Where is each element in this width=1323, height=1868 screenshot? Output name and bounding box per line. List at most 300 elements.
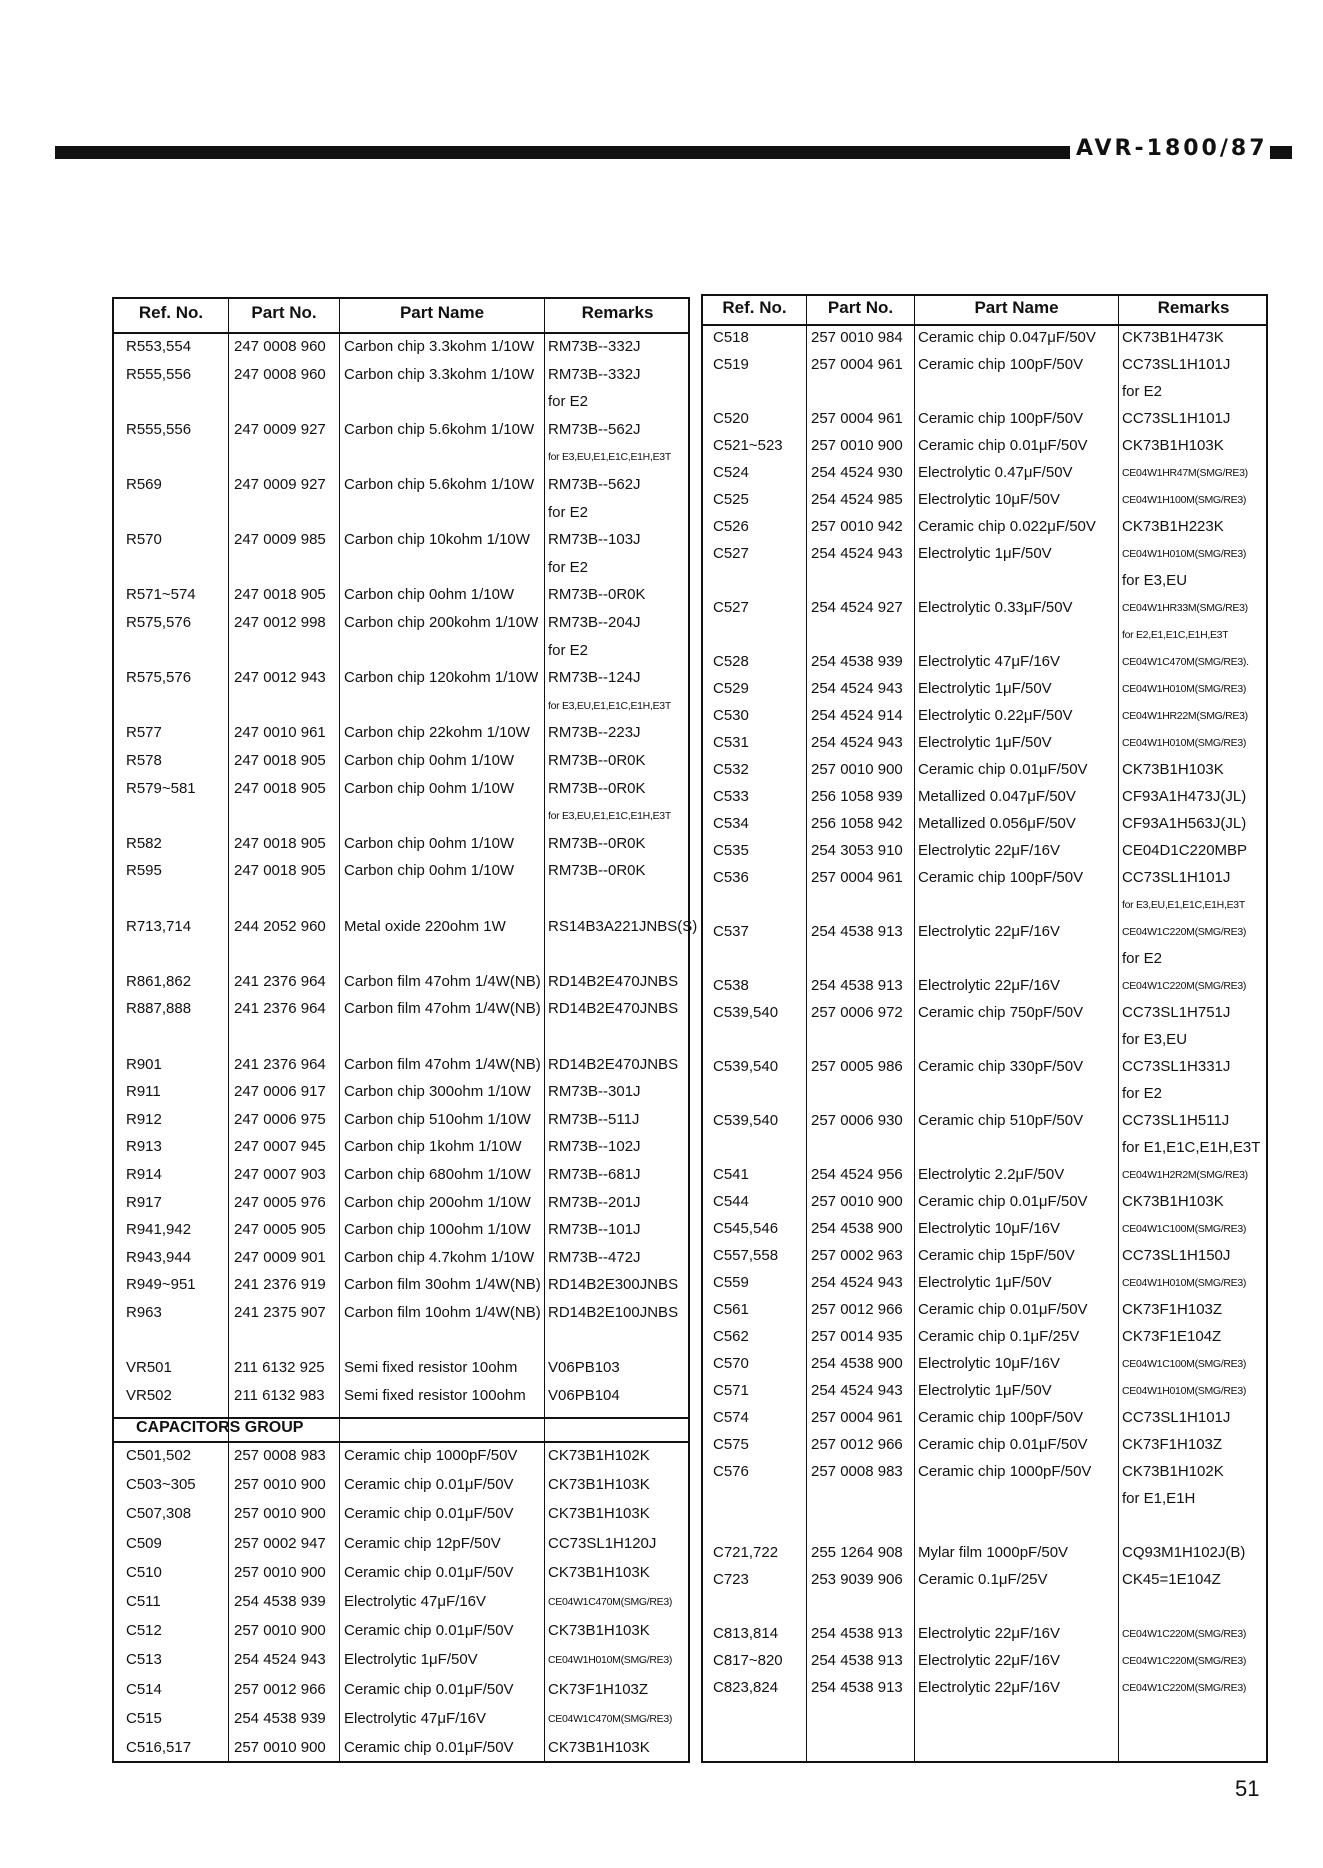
ref-cell: C532 [713,761,749,778]
table-row [703,920,1266,946]
remarks-cell: for E3,EU,E1,E1C,E1H,E3T [548,810,671,823]
part-name-cell: Carbon chip 0ohm 1/10W [344,834,515,852]
part-name-cell: Carbon chip 1kohm 1/10W [344,1138,522,1156]
part-name-cell: Carbon chip 0ohm 1/10W [344,779,515,797]
remarks-cell: for E2 [548,558,589,576]
table-row [114,1108,688,1134]
part-name-cell: Carbon film 10ohm 1/4W(NB) [344,1304,541,1321]
table-row [703,353,1266,379]
remarks-cell: CK73F1H103Z [1122,1301,1223,1318]
table-row [114,1191,688,1217]
table-row [703,1190,1266,1216]
ref-cell: R914 [126,1166,162,1183]
remarks-cell: RM73B--0R0K [548,586,646,604]
table-row [114,997,688,1023]
ref-cell: R917 [126,1193,162,1211]
part-name-cell: Carbon film 47ohm 1/4W(NB) [344,1000,541,1018]
table-row [703,1109,1266,1135]
part-no-cell: 247 0008 960 [234,365,326,383]
table-row [703,974,1266,1000]
ref-cell: C559 [713,1274,749,1291]
part-name-cell: Carbon chip 0ohm 1/10W [344,862,515,880]
table-row [114,859,688,885]
part-no-cell: 257 0010 900 [811,761,903,778]
ref-cell: R577 [126,724,162,742]
table-row [703,1055,1266,1081]
remarks-cell: CK73B1H103K [548,1476,650,1494]
part-no-cell: 254 4538 913 [811,923,903,940]
part-name-cell: Ceramic chip 510pF/50V [918,1112,1084,1129]
part-name-cell: Carbon chip 200kohm 1/10W [344,614,539,631]
table-row [703,1082,1266,1108]
ref-cell: R595 [126,862,162,880]
part-name-cell: Ceramic chip 750pF/50V [918,1004,1084,1021]
remarks-cell: CE04W1C100M(SMG/RE3) [1122,1358,1247,1370]
part-no-cell: 254 4524 943 [811,680,903,697]
table-row [703,1325,1266,1351]
remarks-cell: CK73B1H102K [1122,1463,1224,1480]
part-name-cell: Semi fixed resistor 10ohm [344,1359,518,1377]
part-no-cell: 254 4524 943 [811,1382,903,1399]
ref-cell: C521~523 [713,437,783,454]
part-no-cell: 255 1264 908 [811,1544,903,1561]
table-row [114,1329,688,1355]
table-row [703,380,1266,406]
remarks-cell: RM73B--201J [548,1193,641,1211]
remarks-cell: for E2 [548,503,589,521]
remarks-cell: RS14B3A221JNBS(S) [548,917,698,935]
remarks-cell: CE04W1HR47M(SMG/RE3) [1122,467,1248,479]
remarks-cell: CF93A1H563J(JL) [1122,815,1247,832]
part-no-cell: 254 4538 913 [811,977,903,994]
ref-cell: R570 [126,531,162,549]
ref-cell: R943,944 [126,1248,192,1266]
table-row [114,1301,688,1327]
ref-cell: R861,862 [126,972,192,990]
ref-cell: C571 [713,1382,749,1399]
part-no-cell: 257 0014 935 [811,1328,903,1345]
ref-cell: C514 [126,1680,162,1698]
part-no-cell: 257 0010 900 [234,1739,326,1756]
remarks-cell: CC73SL1H751J [1122,1004,1231,1021]
part-no-cell: 254 4538 913 [811,1679,903,1696]
part-no-cell: 254 4538 939 [234,1593,326,1610]
part-name-cell: Ceramic chip 0.047μF/50V [918,329,1096,346]
remarks-cell: CK73B1H102K [548,1447,650,1464]
remarks-cell: CE04W1C470M(SMG/RE3) [548,1596,673,1608]
remarks-cell: CK73F1E104Z [1122,1328,1222,1345]
table-row [703,1352,1266,1378]
table-row [703,1514,1266,1540]
ref-cell: C544 [713,1193,749,1210]
part-no-cell: 254 4524 943 [811,545,903,562]
table-row [114,1707,688,1733]
ref-cell: C570 [713,1355,749,1372]
table-row [114,583,688,609]
part-name-cell: Electrolytic 22μF/16V [918,1625,1061,1642]
ref-cell: R575,576 [126,669,192,687]
remarks-cell: CK73B1H103K [548,1622,650,1640]
remarks-cell: RM73B--103J [548,531,641,549]
table-row [703,731,1266,757]
remarks-cell: CK73B1H473K [1122,329,1224,346]
table-row [703,1298,1266,1324]
table-row [703,488,1266,514]
remarks-cell: for E3,EU,E1,E1C,E1H,E3T [1122,899,1245,911]
part-name-cell: Carbon chip 5.6kohm 1/10W [344,420,535,438]
remarks-cell: RM73B--562J [548,420,641,438]
ref-cell: C545,546 [713,1220,779,1237]
part-no-cell: 247 0018 905 [234,752,326,769]
part-no-cell: 211 6132 925 [234,1359,325,1377]
ref-cell: C539,540 [713,1004,779,1021]
remarks-cell: CK45=1E104Z [1122,1571,1221,1588]
part-name-cell: Electrolytic 0.33μF/50V [918,599,1073,616]
part-name-cell: Electrolytic 10μF/16V [918,1220,1061,1237]
remarks-cell: CE04W1H100M(SMG/RE3) [1122,494,1247,506]
remarks-cell: RD14B2E300JNBS [548,1276,679,1294]
part-no-cell: 257 0004 961 [811,356,903,373]
part-no-cell: 257 0012 966 [811,1301,903,1318]
part-name-cell: Ceramic chip 0.01μF/50V [344,1563,514,1581]
part-no-cell: 257 0004 961 [811,410,903,427]
header-part-no: Part No. [827,298,894,317]
remarks-cell: RD14B2E470JNBS [548,1000,679,1018]
table-row [703,1163,1266,1189]
part-no-cell: 254 4538 939 [811,653,903,670]
table-row [114,390,688,416]
table-row [114,528,688,554]
remarks-cell: CE04W1C220M(SMG/RE3) [1122,1628,1247,1640]
part-name-cell: Ceramic chip 0.01μF/50V [344,1505,514,1523]
ref-cell: C539,540 [713,1058,779,1075]
remarks-cell: for E2,E1,E1C,E1H,E3T [1122,629,1229,641]
part-name-cell: Carbon chip 510ohm 1/10W [344,1110,531,1128]
table-row [114,1273,688,1299]
ref-cell: C527 [713,545,749,562]
part-no-cell: 247 0009 985 [234,531,326,549]
table-row [114,1163,688,1189]
remarks-cell: RD14B2E470JNBS [548,972,679,990]
remarks-cell: RM73B--332J [548,338,641,355]
part-no-cell: 254 4524 985 [811,491,903,508]
part-name-cell: Ceramic chip 0.01μF/50V [918,1301,1088,1318]
remarks-cell: RM73B--0R0K [548,752,646,769]
part-no-cell: 254 4524 943 [811,734,903,751]
table-row [114,1473,688,1499]
table-row [703,1028,1266,1054]
remarks-cell: CE04W1C470M(SMG/RE3). [1122,656,1249,668]
ref-cell: C533 [713,788,749,805]
remarks-cell: CC73SL1H331J [1122,1058,1231,1075]
header-bar [55,146,1070,159]
remarks-cell: CC73SL1H101J [1122,356,1231,373]
table-row [114,1080,688,1106]
remarks-cell: CC73SL1H150J [1122,1247,1231,1264]
part-name-cell: Carbon film 47ohm 1/4W(NB) [344,972,541,990]
ref-cell: C527 [713,599,749,616]
part-no-cell: 256 1058 942 [811,815,903,832]
ref-cell: R911 [126,1083,161,1101]
remarks-cell: for E2 [1122,383,1163,400]
part-name-cell: Electrolytic 1μF/50V [344,1651,478,1669]
table-row [703,434,1266,460]
part-name-cell: Electrolytic 1μF/50V [918,1382,1052,1399]
part-name-cell: Ceramic chip 15pF/50V [918,1247,1075,1264]
part-no-cell: 257 0006 972 [811,1004,903,1021]
table-row [114,915,698,941]
table-row [703,1622,1266,1648]
table-row [114,445,688,471]
part-no-cell: 247 0005 976 [234,1193,326,1211]
part-no-cell: 257 0010 900 [234,1476,326,1494]
table-row [703,1406,1266,1432]
part-no-cell: 247 0012 998 [234,614,326,631]
part-no-cell: 257 0004 961 [811,1409,903,1426]
table-row [114,556,688,582]
part-no-cell: 247 0018 905 [234,834,326,852]
part-no-cell: 247 0012 943 [234,669,326,687]
part-no-cell: 247 0018 905 [234,862,326,880]
table-row [703,650,1266,676]
table-row [703,1460,1266,1486]
ref-cell: R901 [126,1055,162,1073]
ref-cell: C534 [713,815,749,832]
table-row [114,639,688,665]
header-part-name: Part Name [399,303,485,322]
remarks-cell: CF93A1H473J(JL) [1122,788,1247,805]
remarks-cell: CE04W1H010M(SMG/RE3) [548,1654,673,1667]
remarks-cell: RD14B2E470JNBS [548,1055,679,1073]
remarks-cell: CC73SL1H101J [1122,869,1231,886]
part-no-cell: 257 0006 930 [811,1112,903,1129]
table-row [114,1218,688,1244]
remarks-cell: RM73B--511J [548,1110,640,1128]
table-row [114,335,688,361]
part-no-cell: 254 4524 943 [234,1651,326,1669]
ref-cell: R949~951 [126,1276,196,1294]
part-name-cell: Electrolytic 22μF/16V [918,1679,1061,1696]
remarks-cell: CE04W1H010M(SMG/RE3) [1122,1277,1247,1289]
remarks-cell: for E3,EU [1122,572,1188,589]
remarks-cell: CK73B1H103K [1122,437,1224,454]
table-row [114,1246,688,1272]
part-name-cell: Ceramic chip 100pF/50V [918,410,1084,427]
remarks-cell: CE04W1C470M(SMG/RE3) [548,1712,673,1725]
part-no-cell: 241 2376 919 [234,1276,326,1294]
remarks-cell: V06PB104 [548,1386,620,1404]
table-row [703,1271,1266,1297]
ref-cell: R569 [126,476,162,493]
part-no-cell: 241 2376 964 [234,972,326,990]
remarks-cell: CE04W1H2R2M(SMG/RE3) [1122,1169,1248,1181]
part-name-cell: Carbon chip 3.3kohm 1/10W [344,365,535,383]
table-row [114,666,688,692]
table-row [703,1487,1266,1513]
part-no-cell: 247 0005 905 [234,1221,326,1239]
ref-cell: C511 [126,1593,161,1610]
remarks-cell: CQ93M1H102J(B) [1122,1544,1246,1561]
table-row [114,942,688,968]
part-no-cell: 257 0008 983 [811,1463,903,1480]
ref-cell: C529 [713,680,749,697]
part-name-cell: Carbon chip 680ohm 1/10W [344,1166,531,1183]
part-no-cell: 254 4538 913 [811,1652,903,1669]
header-ref-no: Ref. No. [722,298,787,317]
remarks-cell: CK73F1H103Z [548,1680,649,1698]
ref-cell: C541 [713,1166,749,1183]
part-no-cell: 247 0009 901 [234,1248,326,1266]
part-name-cell: Electrolytic 22μF/16V [918,842,1061,859]
remarks-cell: RM73B--124J [548,669,641,687]
table-row [114,1590,688,1616]
remarks-cell: for E3,EU [1122,1031,1188,1048]
remarks-cell: CK73F1H103Z [1122,1436,1223,1453]
part-no-cell: 247 0008 960 [234,338,326,355]
table-row [703,893,1266,919]
part-name-cell: Electrolytic 1μF/50V [918,680,1052,697]
ref-cell: R912 [126,1110,162,1128]
ref-cell: C518 [713,329,749,346]
part-name-cell: Electrolytic 22μF/16V [918,977,1061,994]
ref-cell: C539,540 [713,1112,779,1129]
remarks-cell: CK73B1H223K [1122,518,1224,535]
table-row [703,1433,1266,1459]
part-no-cell: 257 0010 900 [234,1505,326,1523]
part-name-cell: Electrolytic 10μF/50V [918,491,1061,508]
part-no-cell: 254 4524 956 [811,1166,903,1183]
part-name-cell: Carbon film 47ohm 1/4W(NB) [344,1055,541,1073]
ref-cell: R578 [126,752,162,769]
part-no-cell: 247 0006 917 [234,1083,326,1101]
remarks-cell: RM73B--101J [548,1221,641,1239]
remarks-cell: RM73B--204J [548,614,641,631]
header-remarks: Remarks [1157,298,1230,317]
part-name-cell: Carbon chip 3.3kohm 1/10W [344,338,535,355]
table-row [703,542,1266,568]
remarks-cell: CC73SL1H101J [1122,1409,1231,1426]
part-name-cell: Carbon chip 200ohm 1/10W [344,1193,531,1211]
left-parts-table [112,297,698,1763]
page-header-title: AVR-1800/87 [1076,136,1268,161]
table-row [114,1532,688,1558]
remarks-cell: RM73B--0R0K [548,834,646,852]
ref-cell: C535 [713,842,749,859]
remarks-cell: CK73B1H103K [1122,1193,1224,1210]
table-row [114,1053,688,1079]
table-row [114,1135,688,1161]
part-no-cell: 257 0004 961 [811,869,903,886]
ref-cell: C503~305 [126,1476,196,1494]
part-no-cell: 257 0005 986 [811,1058,903,1075]
part-name-cell: Carbon chip 120kohm 1/10W [344,669,539,687]
ref-cell: C536 [713,869,749,886]
ref-cell: R582 [126,834,162,852]
part-no-cell: 257 0002 947 [234,1534,326,1552]
page-number: 51 [1235,1776,1260,1801]
ref-cell: C574 [713,1409,749,1426]
part-name-cell: Ceramic chip 100pF/50V [918,356,1084,373]
part-name-cell: Carbon chip 0ohm 1/10W [344,752,515,769]
remarks-cell: RM73B--0R0K [548,862,646,880]
table-row [703,1379,1266,1405]
table-row [703,704,1266,730]
remarks-cell: CK73B1H103K [1122,761,1224,778]
remarks-cell: CE04W1H010M(SMG/RE3) [1122,683,1247,695]
table-row [703,1676,1266,1702]
ref-cell: R555,556 [126,365,192,383]
remarks-cell: RD14B2E100JNBS [548,1304,679,1321]
table-row [114,1648,688,1674]
table-row [114,832,688,858]
part-name-cell: Ceramic chip 0.1μF/25V [918,1328,1080,1345]
remarks-cell: RM73B--223J [548,724,641,742]
part-name-cell: Ceramic 0.1μF/25V [918,1571,1048,1588]
remarks-cell: CE04W1HR33M(SMG/RE3) [1122,602,1248,614]
table-row [114,1678,688,1704]
part-name-cell: Electrolytic 0.22μF/50V [918,707,1073,724]
table-row [114,970,688,996]
ref-cell: R575,576 [126,614,192,631]
ref-cell: R713,714 [126,917,192,935]
part-no-cell: 257 0002 963 [811,1247,903,1264]
part-name-cell: Electrolytic 1μF/50V [918,545,1052,562]
table-row [114,1025,688,1051]
ref-cell: C537 [713,923,749,940]
part-name-cell: Mylar film 1000pF/50V [918,1544,1069,1561]
table-row [114,611,688,637]
remarks-cell: CE04W1C220M(SMG/RE3) [1122,1682,1247,1694]
part-no-cell: 211 6132 983 [234,1386,325,1404]
ref-cell: C509 [126,1534,162,1552]
remarks-cell: V06PB103 [548,1359,620,1377]
remarks-cell: CE04W1C220M(SMG/RE3) [1122,1655,1247,1667]
table-row [114,887,688,913]
remarks-cell: RM73B--0R0K [548,779,646,797]
part-no-cell: 257 0010 984 [811,329,903,346]
table-row [703,839,1266,865]
part-name-cell: Electrolytic 2.2μF/50V [918,1166,1065,1183]
part-no-cell: 254 4538 900 [811,1355,903,1372]
part-name-cell: Ceramic chip 12pF/50V [344,1534,501,1552]
table-row [703,326,1266,352]
table-row [703,677,1266,703]
part-no-cell: 254 3053 910 [811,842,903,859]
part-name-cell: Ceramic chip 100pF/50V [918,1409,1084,1426]
ref-cell: R963 [126,1304,162,1321]
part-name-cell: Ceramic chip 1000pF/50V [344,1447,518,1464]
table-row [114,1384,688,1410]
part-no-cell: 254 4524 914 [811,707,903,724]
ref-cell: C519 [713,356,749,373]
ref-cell: C516,517 [126,1739,192,1756]
remarks-cell: CE04W1H010M(SMG/RE3) [1122,548,1247,560]
ref-cell: C512 [126,1622,162,1640]
part-name-cell: Ceramic chip 1000pF/50V [918,1463,1092,1480]
part-name-cell: Electrolytic 47μF/16V [344,1709,487,1727]
ref-cell: C526 [713,518,749,535]
part-name-cell: Electrolytic 1μF/50V [918,1274,1052,1291]
ref-cell: C510 [126,1563,162,1581]
part-name-cell: Metallized 0.047μF/50V [918,788,1076,805]
part-no-cell: 244 2052 960 [234,917,326,935]
part-name-cell: Metallized 0.056μF/50V [918,815,1076,832]
ref-cell: C817~820 [713,1652,783,1669]
remarks-cell: CK73B1H103K [548,1505,650,1523]
ref-cell: VR501 [126,1359,172,1377]
table-row [703,1244,1266,1270]
part-name-cell: Ceramic chip 0.01μF/50V [344,1739,514,1756]
